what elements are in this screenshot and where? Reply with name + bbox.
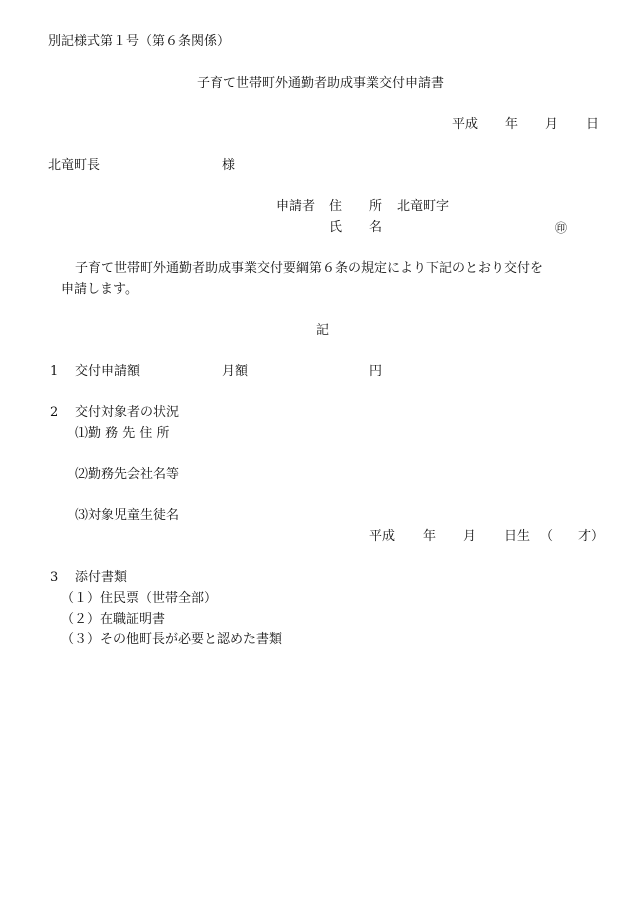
age-open-paren: （ xyxy=(540,529,554,544)
ki-heading: 記 xyxy=(316,323,330,338)
document-title: 子育て世帯町外通勤者助成事業交付申請書 xyxy=(197,76,445,91)
attachment-item: （１）住民票（世帯全部） xyxy=(61,591,218,606)
applicant-role: 申請者 xyxy=(276,199,316,214)
item1-number: 1 xyxy=(50,364,59,379)
item3-number: 3 xyxy=(50,570,59,585)
item2-sub-child-name: ⑶対象児童生徒名 xyxy=(75,508,180,523)
date-month-unit: 月 xyxy=(545,117,559,132)
item1-yen-unit: 円 xyxy=(369,364,383,379)
applicant-name-label-1: 氏 xyxy=(329,220,343,235)
date-day-unit: 日 xyxy=(586,117,600,132)
body-text-line-1: 子育て世帯町外通勤者助成事業交付要綱第６条の規定により下記のとおり交付を xyxy=(75,261,544,276)
attachment-item: （３）その他町長が必要と認めた書類 xyxy=(61,632,283,647)
body-text-line-2: 申請します。 xyxy=(61,282,138,297)
item2-number: 2 xyxy=(50,405,59,420)
item2-label: 交付対象者の状況 xyxy=(75,405,180,420)
item3-label: 添付書類 xyxy=(75,570,128,585)
applicant-address-label-1: 住 xyxy=(329,199,343,214)
date-era: 平成 xyxy=(452,117,479,132)
applicant-address-value: 北竜町字 xyxy=(397,199,450,214)
age-unit: 才） xyxy=(578,529,605,544)
birth-day-unit: 日生 xyxy=(504,529,531,544)
addressee-name: 北竜町長 xyxy=(48,158,101,173)
seal-mark: ㊞ xyxy=(555,221,568,235)
addressee-honorific: 様 xyxy=(222,158,236,173)
form-number-label: 別記様式第１号（第６条関係） xyxy=(48,34,231,49)
item1-monthly-label: 月額 xyxy=(222,364,249,379)
item2-sub-workplace-address: ⑴勤 務 先 住 所 xyxy=(75,426,170,441)
attachment-item: （２）在職証明書 xyxy=(61,612,166,627)
applicant-name-label-2: 名 xyxy=(369,220,383,235)
date-year-unit: 年 xyxy=(505,117,519,132)
birth-era: 平成 xyxy=(369,529,396,544)
birth-year-unit: 年 xyxy=(423,529,437,544)
item2-sub-company-name: ⑵勤務先会社名等 xyxy=(75,467,180,482)
applicant-address-label-2: 所 xyxy=(369,199,383,214)
birth-month-unit: 月 xyxy=(463,529,477,544)
item1-label: 交付申請額 xyxy=(75,364,141,379)
